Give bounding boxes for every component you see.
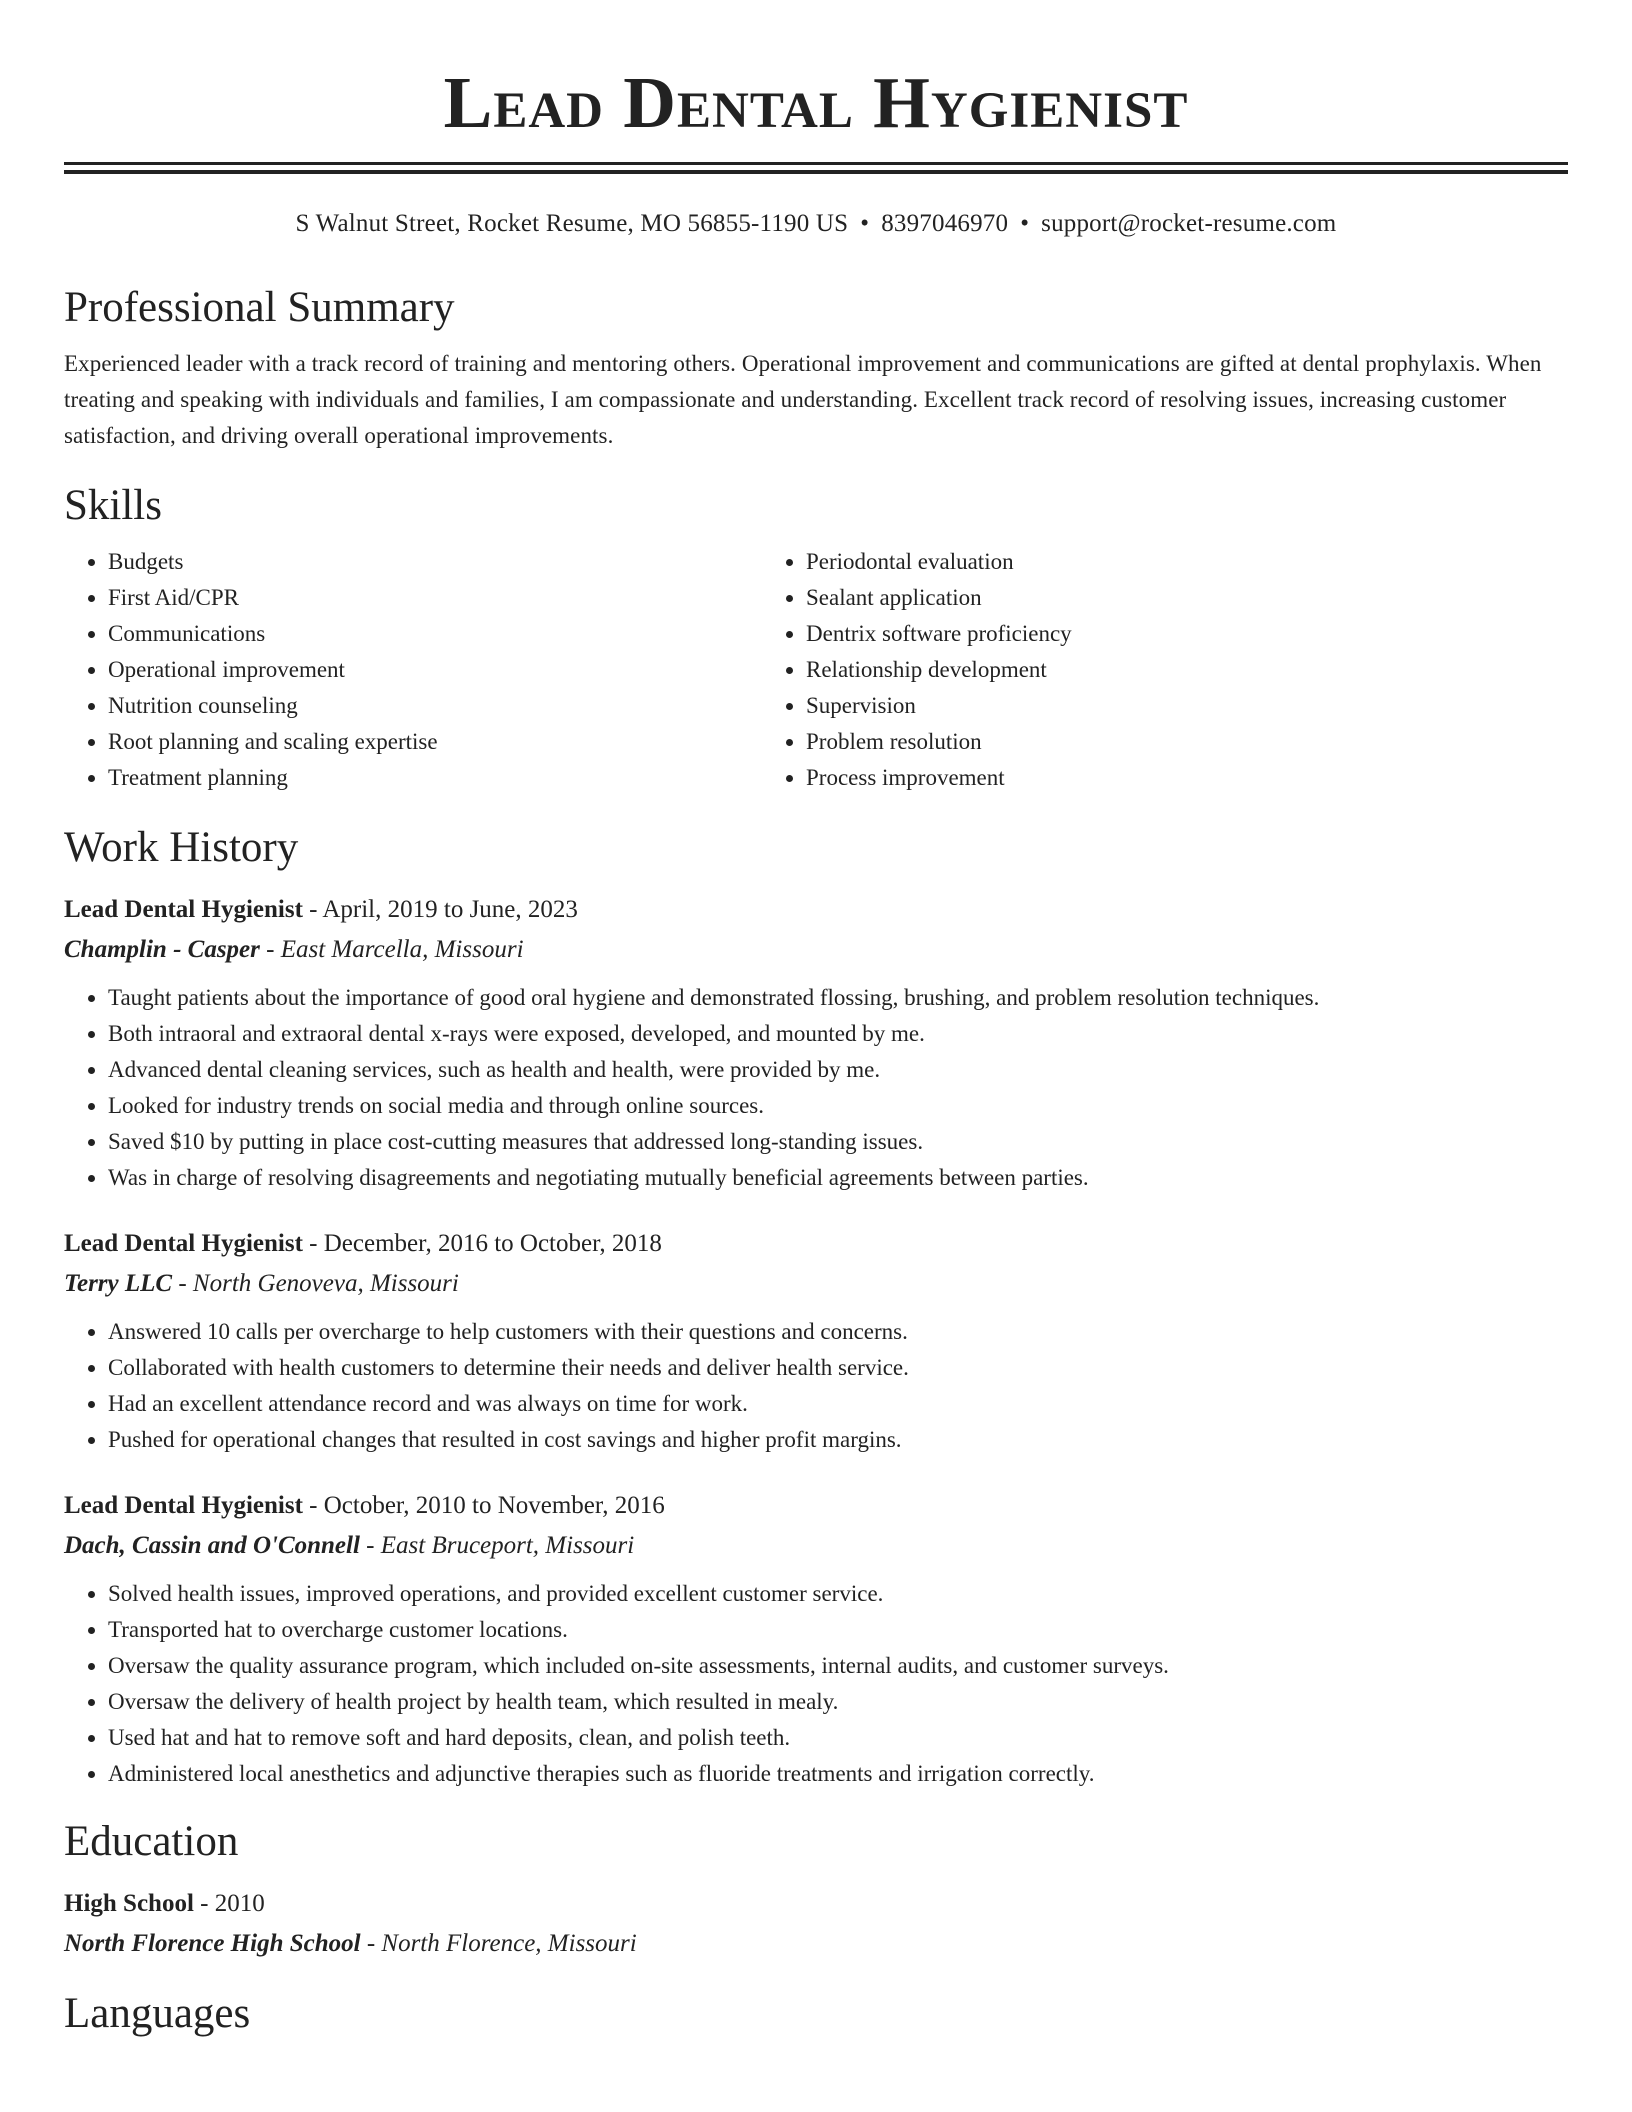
job-employer bbox=[64, 930, 1568, 970]
contact-separator: • bbox=[1020, 210, 1030, 237]
job-company: Dach, Cassin and O'Connell bbox=[64, 1532, 360, 1559]
skill-item: • Relationship development bbox=[806, 652, 1568, 688]
summary-text: Experienced leader with a track record of training and mentoring others. Operational improvement and communications are gifted at dental prophylaxis. When treating and speaking with individuals and families, I am compassionate and understanding. Excellent track record of resolving issues, increasing customer satisfaction, and driving overall operational improvements. bbox=[64, 351, 1542, 448]
header-rule-top bbox=[64, 162, 1568, 165]
job-company: Champlin - Casper bbox=[64, 936, 260, 963]
job-bullet: • Was in charge of resolving disagreements and negotiating mutually beneficial agreements between parties. bbox=[108, 1160, 1568, 1196]
skill-item: • Nutrition counseling bbox=[108, 688, 762, 724]
job-bullet: • Transported hat to overcharge customer locations. bbox=[108, 1612, 1568, 1648]
header-rule-bottom bbox=[64, 170, 1568, 174]
skills-columns bbox=[64, 544, 1568, 796]
job-dates: - December, 2016 to October, 2018 bbox=[302, 1230, 662, 1257]
skill-item: • Process improvement bbox=[806, 760, 1568, 796]
education-degree: High School bbox=[64, 1890, 194, 1917]
job-role: Lead Dental Hygienist bbox=[64, 1230, 303, 1257]
skill-item: • Problem resolution bbox=[806, 724, 1568, 760]
job-bullet: • Pushed for operational changes that resulted in cost savings and higher profit margins. bbox=[108, 1422, 1568, 1458]
job-header bbox=[64, 890, 1568, 930]
contact-email: support@rocket-resume.com bbox=[1041, 210, 1337, 237]
job-role: Lead Dental Hygienist bbox=[64, 1492, 303, 1519]
education-school: North Florence High School bbox=[64, 1930, 361, 1957]
resume-page bbox=[64, 0, 1568, 2042]
job-location: - East Bruceport, Missouri bbox=[359, 1532, 635, 1559]
skill-item: • Dentrix software proficiency bbox=[806, 616, 1568, 652]
skill-item: • Operational improvement bbox=[108, 652, 762, 688]
education-location: - North Florence, Missouri bbox=[360, 1930, 637, 1957]
skill-item: • First Aid/CPR bbox=[108, 580, 762, 616]
contact-phone: 8397046970 bbox=[881, 210, 1009, 237]
job-entry bbox=[64, 1486, 1568, 1792]
education-heading: Education bbox=[64, 1818, 239, 1865]
job-dates: - April, 2019 to June, 2023 bbox=[302, 896, 578, 923]
skill-item: • Periodontal evaluation bbox=[806, 544, 1568, 580]
job-location: - North Genoveva, Missouri bbox=[172, 1270, 459, 1297]
job-role: Lead Dental Hygienist bbox=[64, 896, 303, 923]
resume-name: Lead Dental Hygienist bbox=[443, 62, 1189, 143]
job-bullet: • Saved $10 by putting in place cost-cutting measures that addressed long-standing issues. bbox=[108, 1124, 1568, 1160]
contact-address: S Walnut Street, Rocket Resume, MO 56855-1190 US bbox=[295, 210, 849, 237]
job-bullet: • Looked for industry trends on social media and through online sources. bbox=[108, 1088, 1568, 1124]
job-dates: - October, 2010 to November, 2016 bbox=[302, 1492, 665, 1519]
job-bullets bbox=[64, 1576, 1568, 1792]
skill-item: • Supervision bbox=[806, 688, 1568, 724]
skill-item: • Budgets bbox=[108, 544, 762, 580]
job-bullet: • Answered 10 calls per overcharge to help customers with their questions and concerns. bbox=[108, 1314, 1568, 1350]
job-bullet: • Had an excellent attendance record and was always on time for work. bbox=[108, 1386, 1568, 1422]
job-bullets bbox=[64, 1314, 1568, 1458]
job-bullet: • Both intraoral and extraoral dental x-rays were exposed, developed, and mounted by me. bbox=[108, 1016, 1568, 1052]
job-header bbox=[64, 1486, 1568, 1526]
job-company: Terry LLC bbox=[64, 1270, 173, 1297]
skill-item: • Sealant application bbox=[806, 580, 1568, 616]
education-year: - 2010 bbox=[193, 1890, 265, 1917]
languages-heading: Languages bbox=[64, 1990, 251, 2037]
education-institution bbox=[64, 1924, 1568, 1964]
job-bullet: • Oversaw the quality assurance program, which included on-site assessments, internal audits, and customer surveys. bbox=[108, 1648, 1568, 1684]
job-bullet: • Advanced dental cleaning services, such as health and health, were provided by me. bbox=[108, 1052, 1568, 1088]
skill-item: • Treatment planning bbox=[108, 760, 762, 796]
job-entry bbox=[64, 1224, 1568, 1458]
contact-line bbox=[64, 208, 1568, 240]
skill-item: • Root planning and scaling expertise bbox=[108, 724, 762, 760]
skills-list-right bbox=[762, 544, 1568, 796]
education-header bbox=[64, 1884, 1568, 1924]
job-entry bbox=[64, 890, 1568, 1196]
work-history-heading: Work History bbox=[64, 824, 299, 871]
skill-item: • Communications bbox=[108, 616, 762, 652]
job-bullet: • Solved health issues, improved operations, and provided excellent customer service. bbox=[108, 1576, 1568, 1612]
job-employer bbox=[64, 1264, 1568, 1304]
job-location: - East Marcella, Missouri bbox=[259, 936, 524, 963]
skills-heading: Skills bbox=[64, 482, 162, 529]
job-employer bbox=[64, 1526, 1568, 1566]
job-bullet: • Collaborated with health customers to determine their needs and deliver health service. bbox=[108, 1350, 1568, 1386]
job-bullets bbox=[64, 980, 1568, 1196]
job-bullet: • Taught patients about the importance of good oral hygiene and demonstrated flossing, brushing, and problem resolution techniques. bbox=[108, 980, 1568, 1016]
summary-heading: Professional Summary bbox=[64, 284, 455, 331]
job-bullet: • Used hat and hat to remove soft and hard deposits, clean, and polish teeth. bbox=[108, 1720, 1568, 1756]
job-header bbox=[64, 1224, 1568, 1264]
contact-separator: • bbox=[860, 210, 870, 237]
education-entry bbox=[64, 1884, 1568, 1964]
job-bullet: • Administered local anesthetics and adjunctive therapies such as fluoride treatments and irrigation correctly. bbox=[108, 1756, 1568, 1792]
skills-list-left bbox=[64, 544, 762, 796]
job-bullet: • Oversaw the delivery of health project by health team, which resulted in mealy. bbox=[108, 1684, 1568, 1720]
